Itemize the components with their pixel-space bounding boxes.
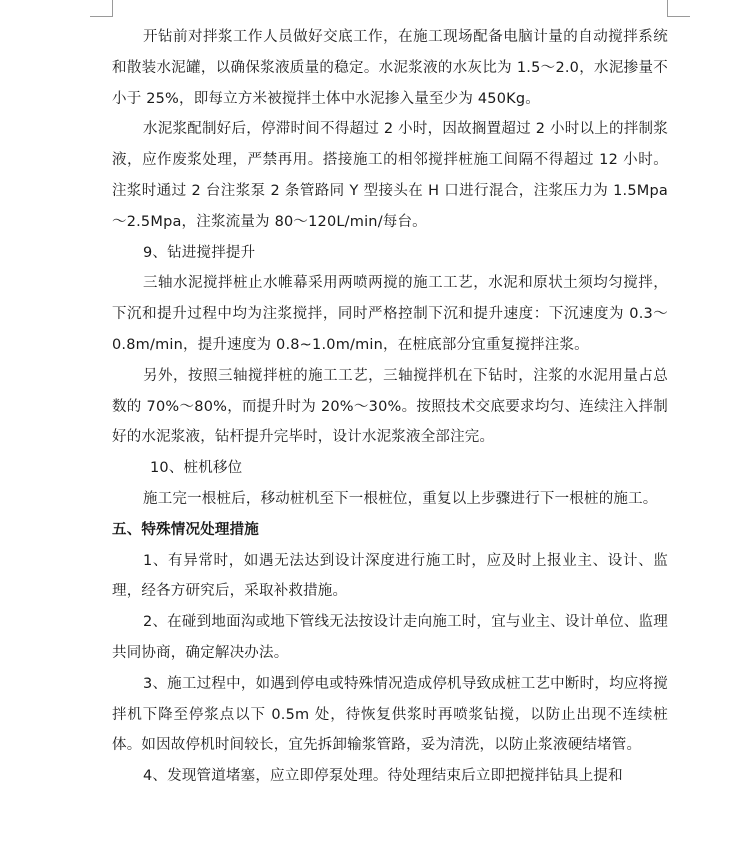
- paragraph-measure-4: 4、发现管道堵塞，应立即停泵处理。待处理结束后立即把搅拌钻具上提和: [143, 768, 623, 785]
- page-corner-mark-left: [90, 0, 113, 17]
- paragraph-slurry-time-limit: 水泥浆配制好后，停滞时间不得超过 2 小时，因故搁置超过 2 小时以上的拌制浆液，应作废浆处理，严禁再用。搭接施工的相邻搅拌桩施工间隔不得超过 12 小时。注浆时通过 2 台注浆泵 2 条管路同 Y 型接头在 H 口进行混合，注浆压力为 1.5Mpa～2.5Mpa，注浆流量为 80～120L/min/每台。: [112, 121, 668, 230]
- paragraph-measure-2: 2、在碰到地面沟或地下管线无法按设计走向施工时，宜与业主、设计单位、监理共同协商，确定解决办法。: [112, 614, 668, 661]
- paragraph-rig-relocation: 施工完一根桩后，移动桩机至下一根桩位，重复以上步骤进行下一根桩的施工。: [143, 490, 658, 507]
- page-corner-mark-right: [667, 0, 690, 17]
- paragraph-measure-1: 1、有异常时，如遇无法达到设计深度进行施工时，应及时上报业主、设计、监理，经各方研究后，采取补救措施。: [112, 552, 668, 600]
- document-body: [112, 22, 668, 792]
- section-title-special-measures: 五、特殊情况处理措施: [112, 521, 259, 538]
- paragraph-measure-3: 3、施工过程中，如遇到停电或特殊情况造成停机导致成桩工艺中断时，均应将搅拌机下降至停浆点以下 0.5m 处，待恢复供浆时再喷浆钻搅，以防止出现不连续桩体。如因故停机时间较长，宜先拆卸输浆管路，妥为清洗，以防止浆液硬结堵管。: [112, 675, 668, 754]
- paragraph-cement-ratio: 另外，按照三轴搅拌桩的施工工艺，三轴搅拌机在下钻时，注浆的水泥用量占总数的 70%～80%，而提升时为 20%～30%。按照技术交底要求均匀、连续注入拌制好的水泥浆液，钻杆提升完毕时，设计水泥浆液全部注完。: [112, 367, 668, 446]
- heading-drill-mix-lift: 9、钻进搅拌提升: [143, 244, 256, 261]
- heading-rig-relocation: 10、桩机移位: [150, 460, 243, 477]
- paragraph-mixing-process: 三轴水泥搅拌桩止水帷幕采用两喷两搅的施工工艺，水泥和原状土须均匀搅拌，下沉和提升过程中均为注浆搅拌，同时严格控制下沉和提升速度：下沉速度为 0.3～0.8m/min，提升速度为 0.8~1.0m/min，在桩底部分宜重复搅拌注浆。: [112, 275, 668, 353]
- paragraph-mixing-preparation: 开钻前对拌浆工作人员做好交底工作，在施工现场配备电脑计量的自动搅拌系统和散装水泥罐，以确保浆液质量的稳定。水泥浆液的水灰比为 1.5～2.0，水泥掺量不小于 25%，即每立方米被搅拌土体中水泥掺入量至少为 450Kg。: [112, 29, 668, 107]
